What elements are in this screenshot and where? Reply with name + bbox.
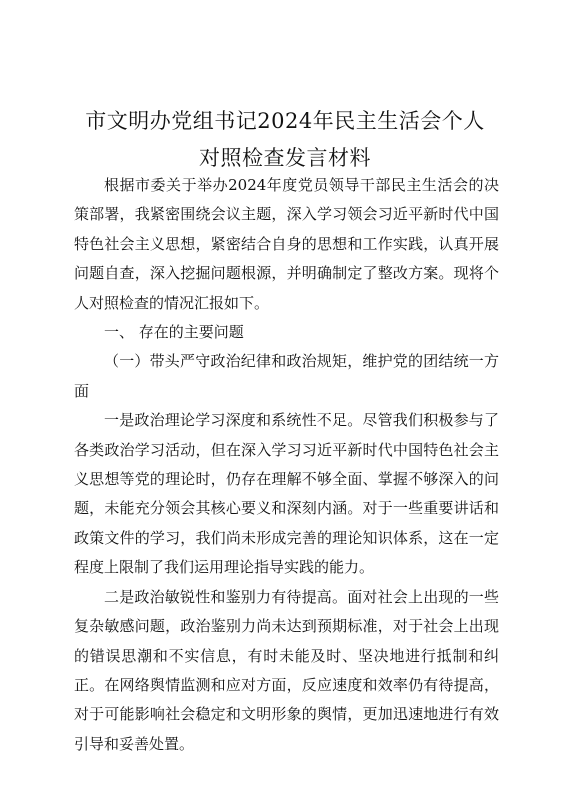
document-title-line-1: 市文明办党组书记2024年民主生活会个人: [85, 109, 485, 133]
document-title-line-2: 对照检查发言材料: [199, 146, 371, 170]
subsection-heading: （一）带头严守政治纪律和政治规矩，维护党的团结统一方面: [74, 352, 499, 400]
document-body: [74, 171, 499, 759]
intro-paragraph: 根据市委关于举办2024年度党员领导干部民主生活会的决策部署，我紧密围绕会议主题，深入学习领会习近平新时代中国特色社会主义思想，紧密结合自身的思想和工作实践，认真开展问题自查，深入挖掘问题根源，并明确制定了整改方案。现将个人对照检查的情况汇报如下。: [74, 176, 499, 312]
body-paragraph: 一是政治理论学习深度和系统性不足。尽管我们积极参与了各类政治学习活动，但在深入学习习近平新时代中国特色社会主义思想等党的理论时，仍存在理解不够全面、掌握不够深入的问题，未能充分领会其核心要义和深刻内涵。对于一些重要讲话和政策文件的学习，我们尚未形成完善的理论知识体系，这在一定程度上限制了我们运用理论指导实践的能力。: [74, 411, 499, 577]
body-paragraph: 二是政治敏锐性和鉴别力有待提高。面对社会上出现的一些复杂敏感问题，政治鉴别力尚未达到预期标准，对于社会上出现的错误思潮和不实信息，有时未能及时、坚决地进行抵制和纠正。在网络舆情监测和应对方面，反应速度和效率仍有待提高，对于可能影响社会稳定和文明形象的舆情，更加迅速地进行有效引导和妥善处置。: [74, 587, 499, 753]
section-heading: 一、 存在的主要问题: [104, 323, 244, 342]
